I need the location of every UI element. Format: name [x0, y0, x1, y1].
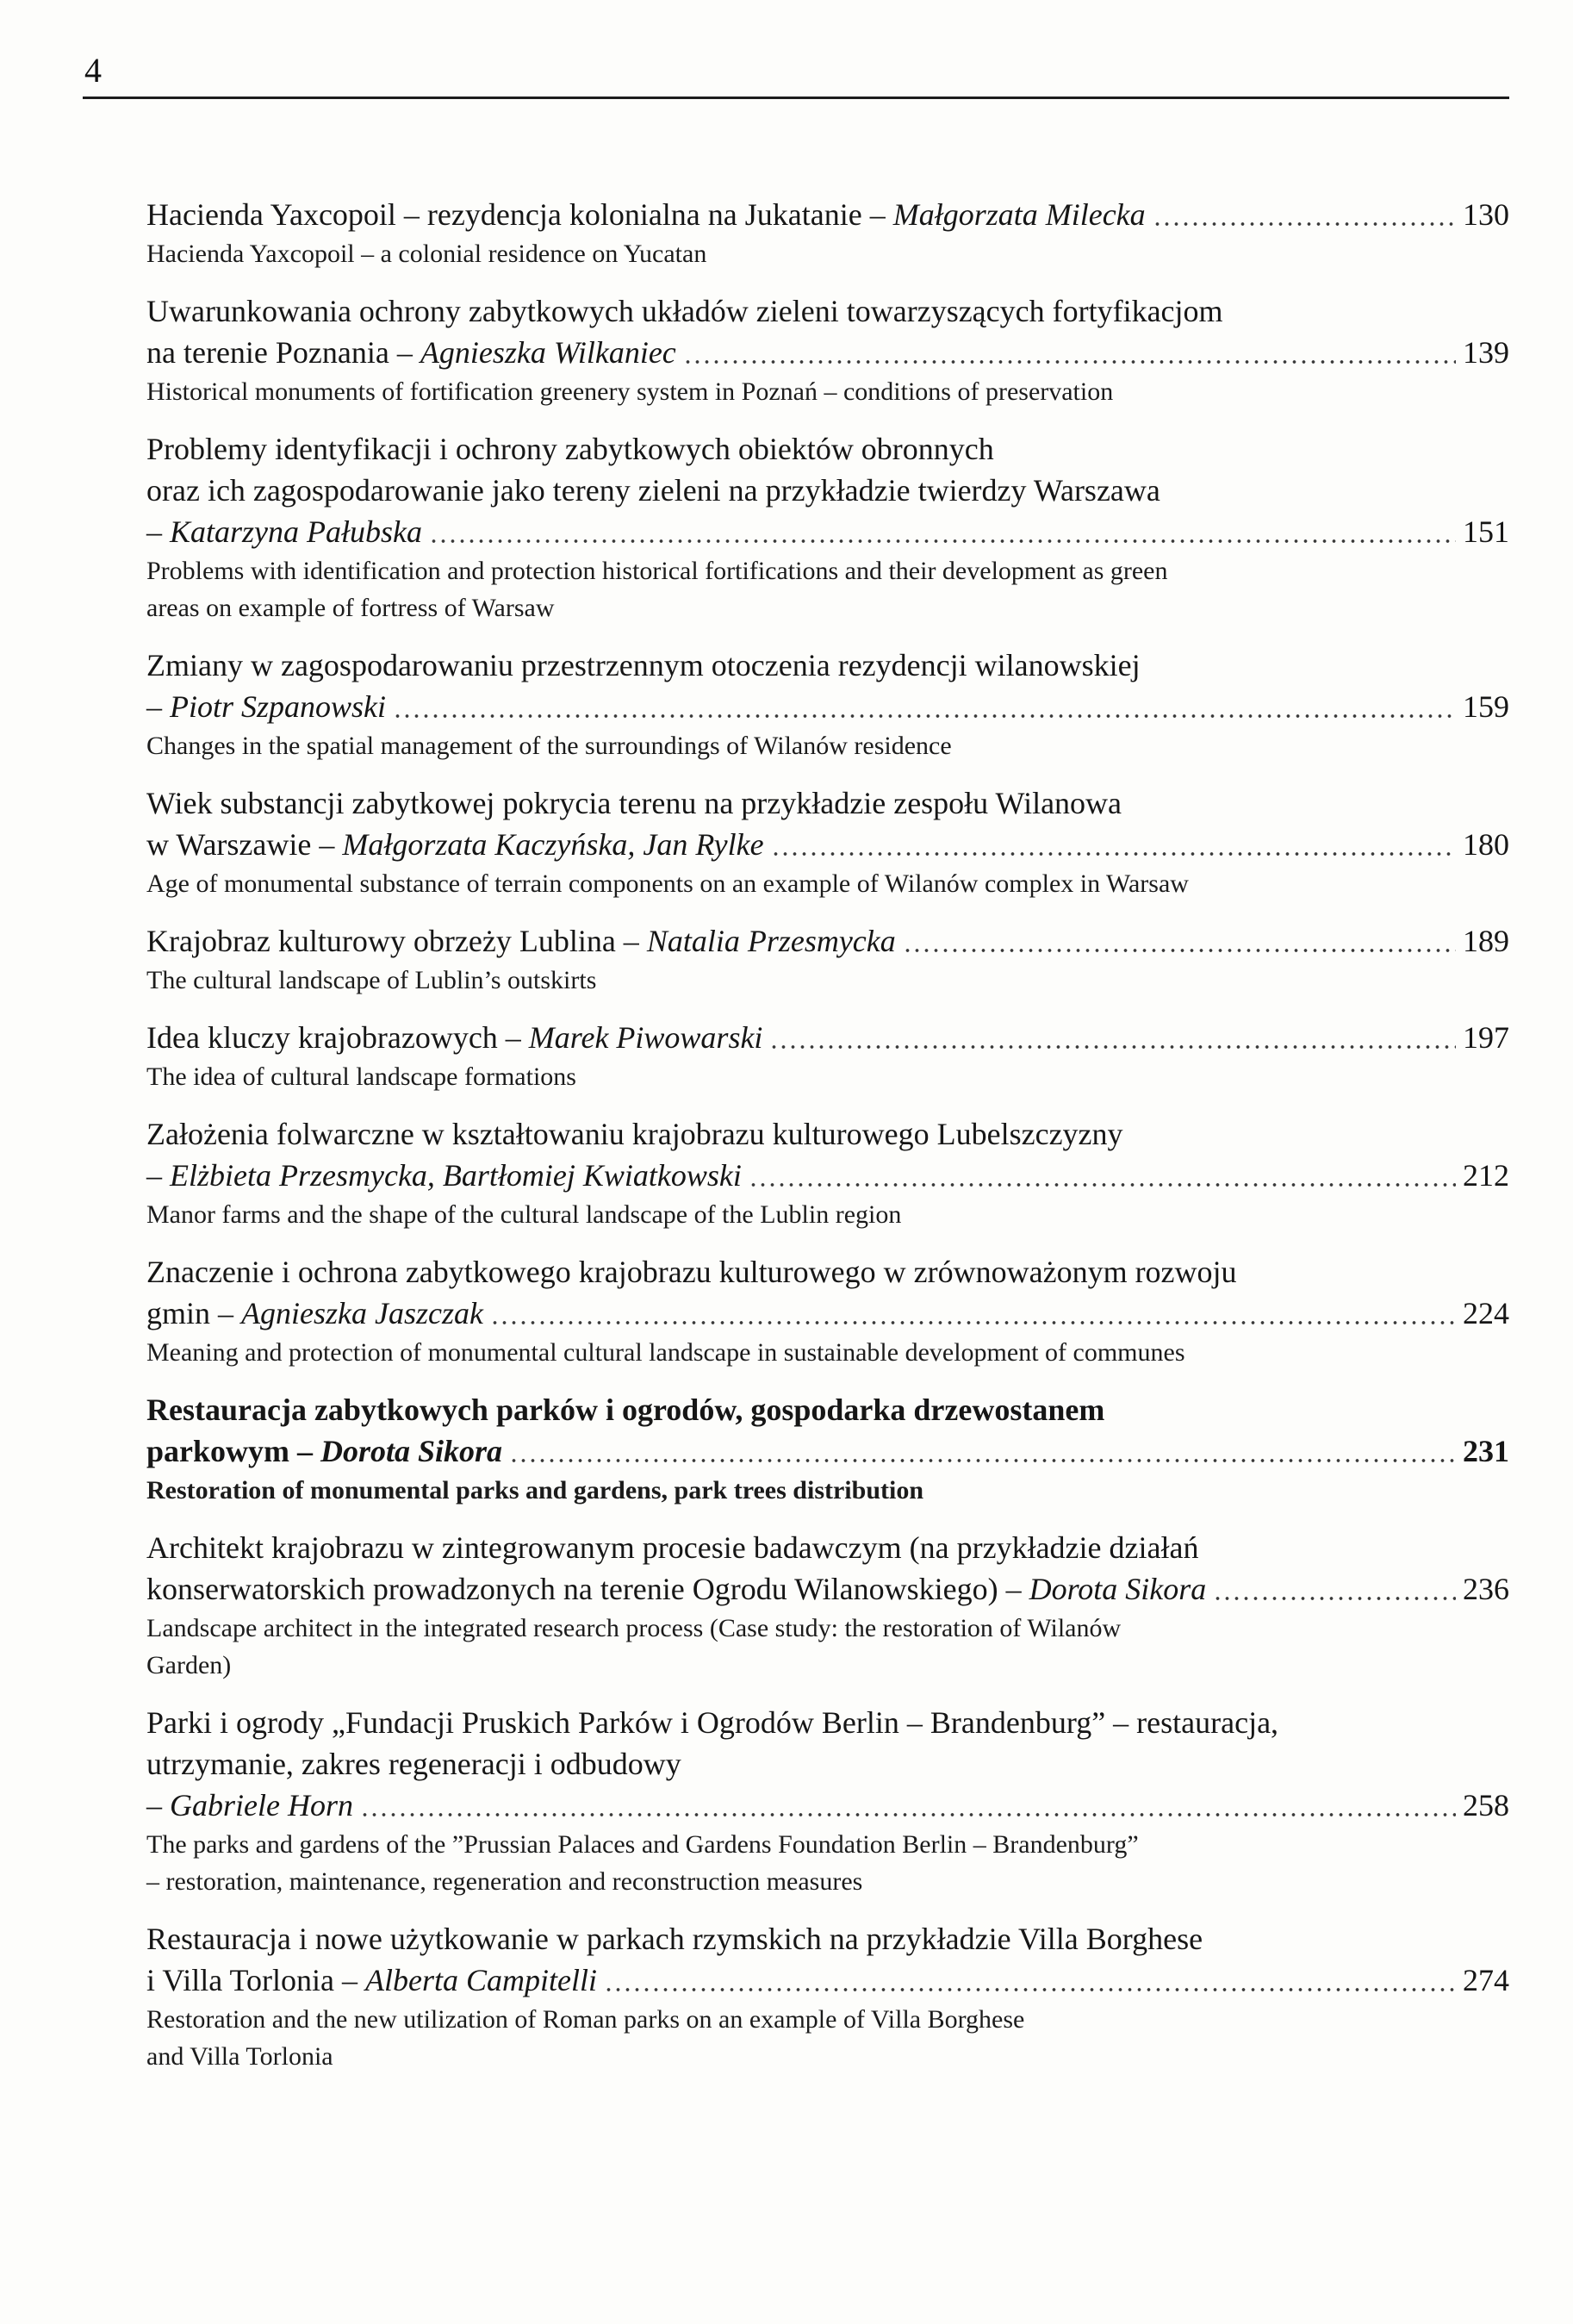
- title-text-segment: Uwarunkowania ochrony zabytkowych układów zieleni towarzyszących fortyfikacjom: [146, 294, 1223, 328]
- entry-title-text: [146, 194, 1146, 235]
- entry-title-text: [146, 1960, 597, 2001]
- entry-title-text: [146, 1918, 1203, 1960]
- entry-title-text: [146, 1017, 762, 1058]
- entry-page-number: 130: [1463, 197, 1509, 232]
- page-number: 4: [84, 51, 102, 90]
- entry-page-number: 231: [1463, 1434, 1509, 1468]
- entry-title-line: [146, 332, 1509, 373]
- entry-translation-line: Garden): [146, 1651, 232, 1679]
- toc-entry: [146, 1702, 1509, 1900]
- dot-leader: [749, 1183, 1456, 1187]
- author-name: Agnieszka Wilkaniec: [420, 335, 676, 370]
- dot-leader: [604, 1988, 1456, 1991]
- entry-title-text: [146, 290, 1223, 332]
- entry-title-text: [146, 428, 994, 470]
- author-name: Katarzyna Pałubska: [170, 514, 422, 549]
- entry-page-number: 274: [1463, 1963, 1509, 1997]
- entry-page-number: 236: [1463, 1572, 1509, 1606]
- entry-page-number: 224: [1463, 1296, 1509, 1330]
- entry-translation-line: Restoration of monumental parks and gardens, park trees distribution: [146, 1476, 924, 1505]
- entry-title-line: [146, 782, 1509, 824]
- entry-page-number: 159: [1463, 689, 1509, 724]
- title-text-segment: utrzymanie, zakres regeneracji i odbudowy: [146, 1747, 681, 1781]
- title-text-segment: gmin –: [146, 1296, 242, 1330]
- toc-entry: [146, 194, 1509, 272]
- title-text-segment: Hacienda Yaxcopoil – rezydencja kolonialna na Jukatanie –: [146, 197, 893, 232]
- dot-leader: [1213, 1597, 1456, 1600]
- dot-leader: [771, 852, 1456, 856]
- table-of-contents: [146, 194, 1509, 2093]
- entry-translation-line: The idea of cultural landscape formations: [146, 1062, 576, 1091]
- entry-title-text: [146, 1389, 1104, 1430]
- toc-entry: [146, 290, 1509, 410]
- entry-title-line: [146, 645, 1509, 686]
- author-name: Piotr Szpanowski: [170, 689, 387, 724]
- title-text-segment: –: [146, 689, 170, 724]
- title-text-segment: oraz ich zagospodarowanie jako tereny zieleni na przykładzie twierdzy Warszawa: [146, 473, 1160, 508]
- title-text-segment: parkowym –: [146, 1434, 321, 1468]
- entry-translation-line: Age of monumental substance of terrain components on an example of Wilanów complex in Warsaw: [146, 869, 1189, 898]
- entry-title-line: [146, 1743, 1509, 1785]
- entry-translation-line: The parks and gardens of the ”Prussian Palaces and Gardens Foundation Berlin – Brandenburg”: [146, 1830, 1139, 1859]
- toc-entry: [146, 1251, 1509, 1371]
- author-name: Natalia Przesmycka: [646, 924, 896, 958]
- entry-translation-line: Meaning and protection of monumental cultural landscape in sustainable development of communes: [146, 1338, 1185, 1367]
- entry-title-text: [146, 1251, 1237, 1293]
- entry-title-text: [146, 920, 896, 962]
- author-name: Małgorzata Kaczyńska, Jan Rylke: [342, 827, 764, 862]
- entry-title-line: [146, 824, 1509, 865]
- toc-entry: [146, 782, 1509, 902]
- entry-title-line: [146, 1568, 1509, 1610]
- toc-entry: [146, 428, 1509, 626]
- dot-leader: [360, 1813, 1456, 1816]
- dot-leader: [683, 360, 1456, 364]
- toc-entry: [146, 1527, 1509, 1684]
- dot-leader: [1153, 222, 1456, 226]
- entry-translation-line: Historical monuments of fortification greenery system in Poznań – conditions of preservation: [146, 377, 1114, 406]
- entry-title-line: [146, 1113, 1509, 1155]
- title-text-segment: Idea kluczy krajobrazowych –: [146, 1020, 529, 1055]
- title-text-segment: i Villa Torlonia –: [146, 1963, 365, 1997]
- entry-translation-line: Manor farms and the shape of the cultural landscape of the Lublin region: [146, 1200, 902, 1229]
- entry-title-line: [146, 1527, 1509, 1568]
- title-text-segment: Restauracja zabytkowych parków i ogrodów, gospodarka drzewostanem: [146, 1393, 1105, 1427]
- dot-leader: [393, 714, 1456, 718]
- entry-title-line: [146, 1389, 1509, 1430]
- title-text-segment: Wiek substancji zabytkowej pokrycia terenu na przykładzie zespołu Wilanowa: [146, 786, 1122, 820]
- entry-title-line: [146, 1785, 1509, 1826]
- entry-title-text: [146, 782, 1122, 824]
- entry-page-number: 212: [1463, 1158, 1509, 1193]
- author-name: Dorota Sikora: [1029, 1572, 1207, 1606]
- title-text-segment: konserwatorskich prowadzonych na terenie Ogrodu Wilanowskiego) –: [146, 1572, 1029, 1606]
- entry-page-number: 258: [1463, 1788, 1509, 1822]
- title-text-segment: Architekt krajobrazu w zintegrowanym procesie badawczym (na przykładzie działań: [146, 1530, 1199, 1565]
- title-text-segment: Parki i ogrody „Fundacji Pruskich Parków i Ogrodów Berlin – Brandenburg” – restauracja,: [146, 1705, 1279, 1740]
- title-text-segment: Restauracja i nowe użytkowanie w parkach rzymskich na przykładzie Villa Borghese: [146, 1922, 1203, 1956]
- entry-title-text: [146, 511, 422, 552]
- title-text-segment: Znaczenie i ochrona zabytkowego krajobrazu kulturowego w zrównoważonym rozwoju: [146, 1255, 1237, 1289]
- toc-entry: [146, 1918, 1509, 2075]
- entry-title-text: [146, 1527, 1198, 1568]
- title-text-segment: na terenie Poznania –: [146, 335, 420, 370]
- entry-title-line: [146, 1702, 1509, 1743]
- entry-title-line: [146, 1960, 1509, 2001]
- entry-title-text: [146, 1430, 502, 1472]
- entry-translation-line: Problems with identification and protection historical fortifications and their development as green: [146, 557, 1168, 585]
- header-rule: [83, 97, 1509, 99]
- title-text-segment: Krajobraz kulturowy obrzeży Lublina –: [146, 924, 647, 958]
- entry-title-line: [146, 1293, 1509, 1334]
- entry-translation-line: Hacienda Yaxcopoil – a colonial residence on Yucatan: [146, 240, 707, 268]
- entry-title-line: [146, 470, 1509, 511]
- entry-title-text: [146, 1702, 1278, 1743]
- entry-translation-line: Restoration and the new utilization of Roman parks on an example of Villa Borghese: [146, 2005, 1025, 2034]
- entry-title-line: [146, 920, 1509, 962]
- entry-translation-line: Landscape architect in the integrated research process (Case study: the restoration of Wilanów: [146, 1614, 1122, 1642]
- toc-entry: [146, 1017, 1509, 1095]
- author-name: Gabriele Horn: [170, 1788, 353, 1822]
- entry-title-line: [146, 194, 1509, 235]
- entry-title-line: [146, 686, 1509, 727]
- title-text-segment: Założenia folwarczne w kształtowaniu krajobrazu kulturowego Lubelszczyzny: [146, 1117, 1123, 1151]
- entry-title-text: [146, 645, 1141, 686]
- dot-leader: [429, 539, 1456, 543]
- entry-translation-line: areas on example of fortress of Warsaw: [146, 594, 555, 622]
- entry-title-text: [146, 686, 386, 727]
- title-text-segment: Problemy identyfikacji i ochrony zabytkowych obiektów obronnych: [146, 432, 994, 466]
- toc-entry: [146, 1389, 1509, 1509]
- author-name: Marek Piwowarski: [528, 1020, 763, 1055]
- toc-entry: [146, 920, 1509, 999]
- toc-entry: [146, 645, 1509, 764]
- entry-page-number: 180: [1463, 827, 1509, 862]
- entry-title-text: [146, 1568, 1206, 1610]
- entry-title-line: [146, 1251, 1509, 1293]
- author-name: Elżbieta Przesmycka, Bartłomiej Kwiatkowski: [170, 1158, 742, 1193]
- entry-translation-line: The cultural landscape of Lublin’s outskirts: [146, 966, 597, 994]
- entry-title-line: [146, 1430, 1509, 1472]
- entry-title-line: [146, 290, 1509, 332]
- entry-title-text: [146, 332, 676, 373]
- toc-entry: [146, 1113, 1509, 1233]
- title-text-segment: –: [146, 514, 170, 549]
- author-name: Dorota Sikora: [320, 1434, 503, 1468]
- entry-title-line: [146, 511, 1509, 552]
- entry-title-line: [146, 428, 1509, 470]
- entry-translation-line: Changes in the spatial management of the surroundings of Wilanów residence: [146, 732, 952, 760]
- entry-page-number: 197: [1463, 1020, 1509, 1055]
- dot-leader: [769, 1045, 1456, 1049]
- entry-title-text: [146, 1113, 1123, 1155]
- entry-title-line: [146, 1017, 1509, 1058]
- entry-page-number: 139: [1463, 335, 1509, 370]
- entry-title-text: [146, 1293, 483, 1334]
- author-name: Małgorzata Milecka: [892, 197, 1146, 232]
- entry-title-text: [146, 824, 764, 865]
- entry-page-number: 189: [1463, 924, 1509, 958]
- author-name: Alberta Campitelli: [364, 1963, 597, 1997]
- title-text-segment: –: [146, 1158, 170, 1193]
- dot-leader: [903, 949, 1456, 952]
- entry-title-line: [146, 1155, 1509, 1196]
- title-text-segment: w Warszawie –: [146, 827, 343, 862]
- dot-leader: [490, 1321, 1456, 1324]
- entry-page-number: 151: [1463, 514, 1509, 549]
- entry-title-line: [146, 1918, 1509, 1960]
- dot-leader: [509, 1459, 1456, 1462]
- title-text-segment: Zmiany w zagospodarowaniu przestrzennym otoczenia rezydencji wilanowskiej: [146, 648, 1141, 682]
- entry-title-text: [146, 1155, 742, 1196]
- title-text-segment: –: [146, 1788, 170, 1822]
- entry-title-text: [146, 470, 1160, 511]
- author-name: Agnieszka Jaszczak: [241, 1296, 483, 1330]
- entry-title-text: [146, 1785, 353, 1826]
- entry-translation-line: and Villa Torlonia: [146, 2042, 333, 2071]
- entry-title-text: [146, 1743, 681, 1785]
- entry-translation-line: – restoration, maintenance, regeneration and reconstruction measures: [146, 1867, 863, 1896]
